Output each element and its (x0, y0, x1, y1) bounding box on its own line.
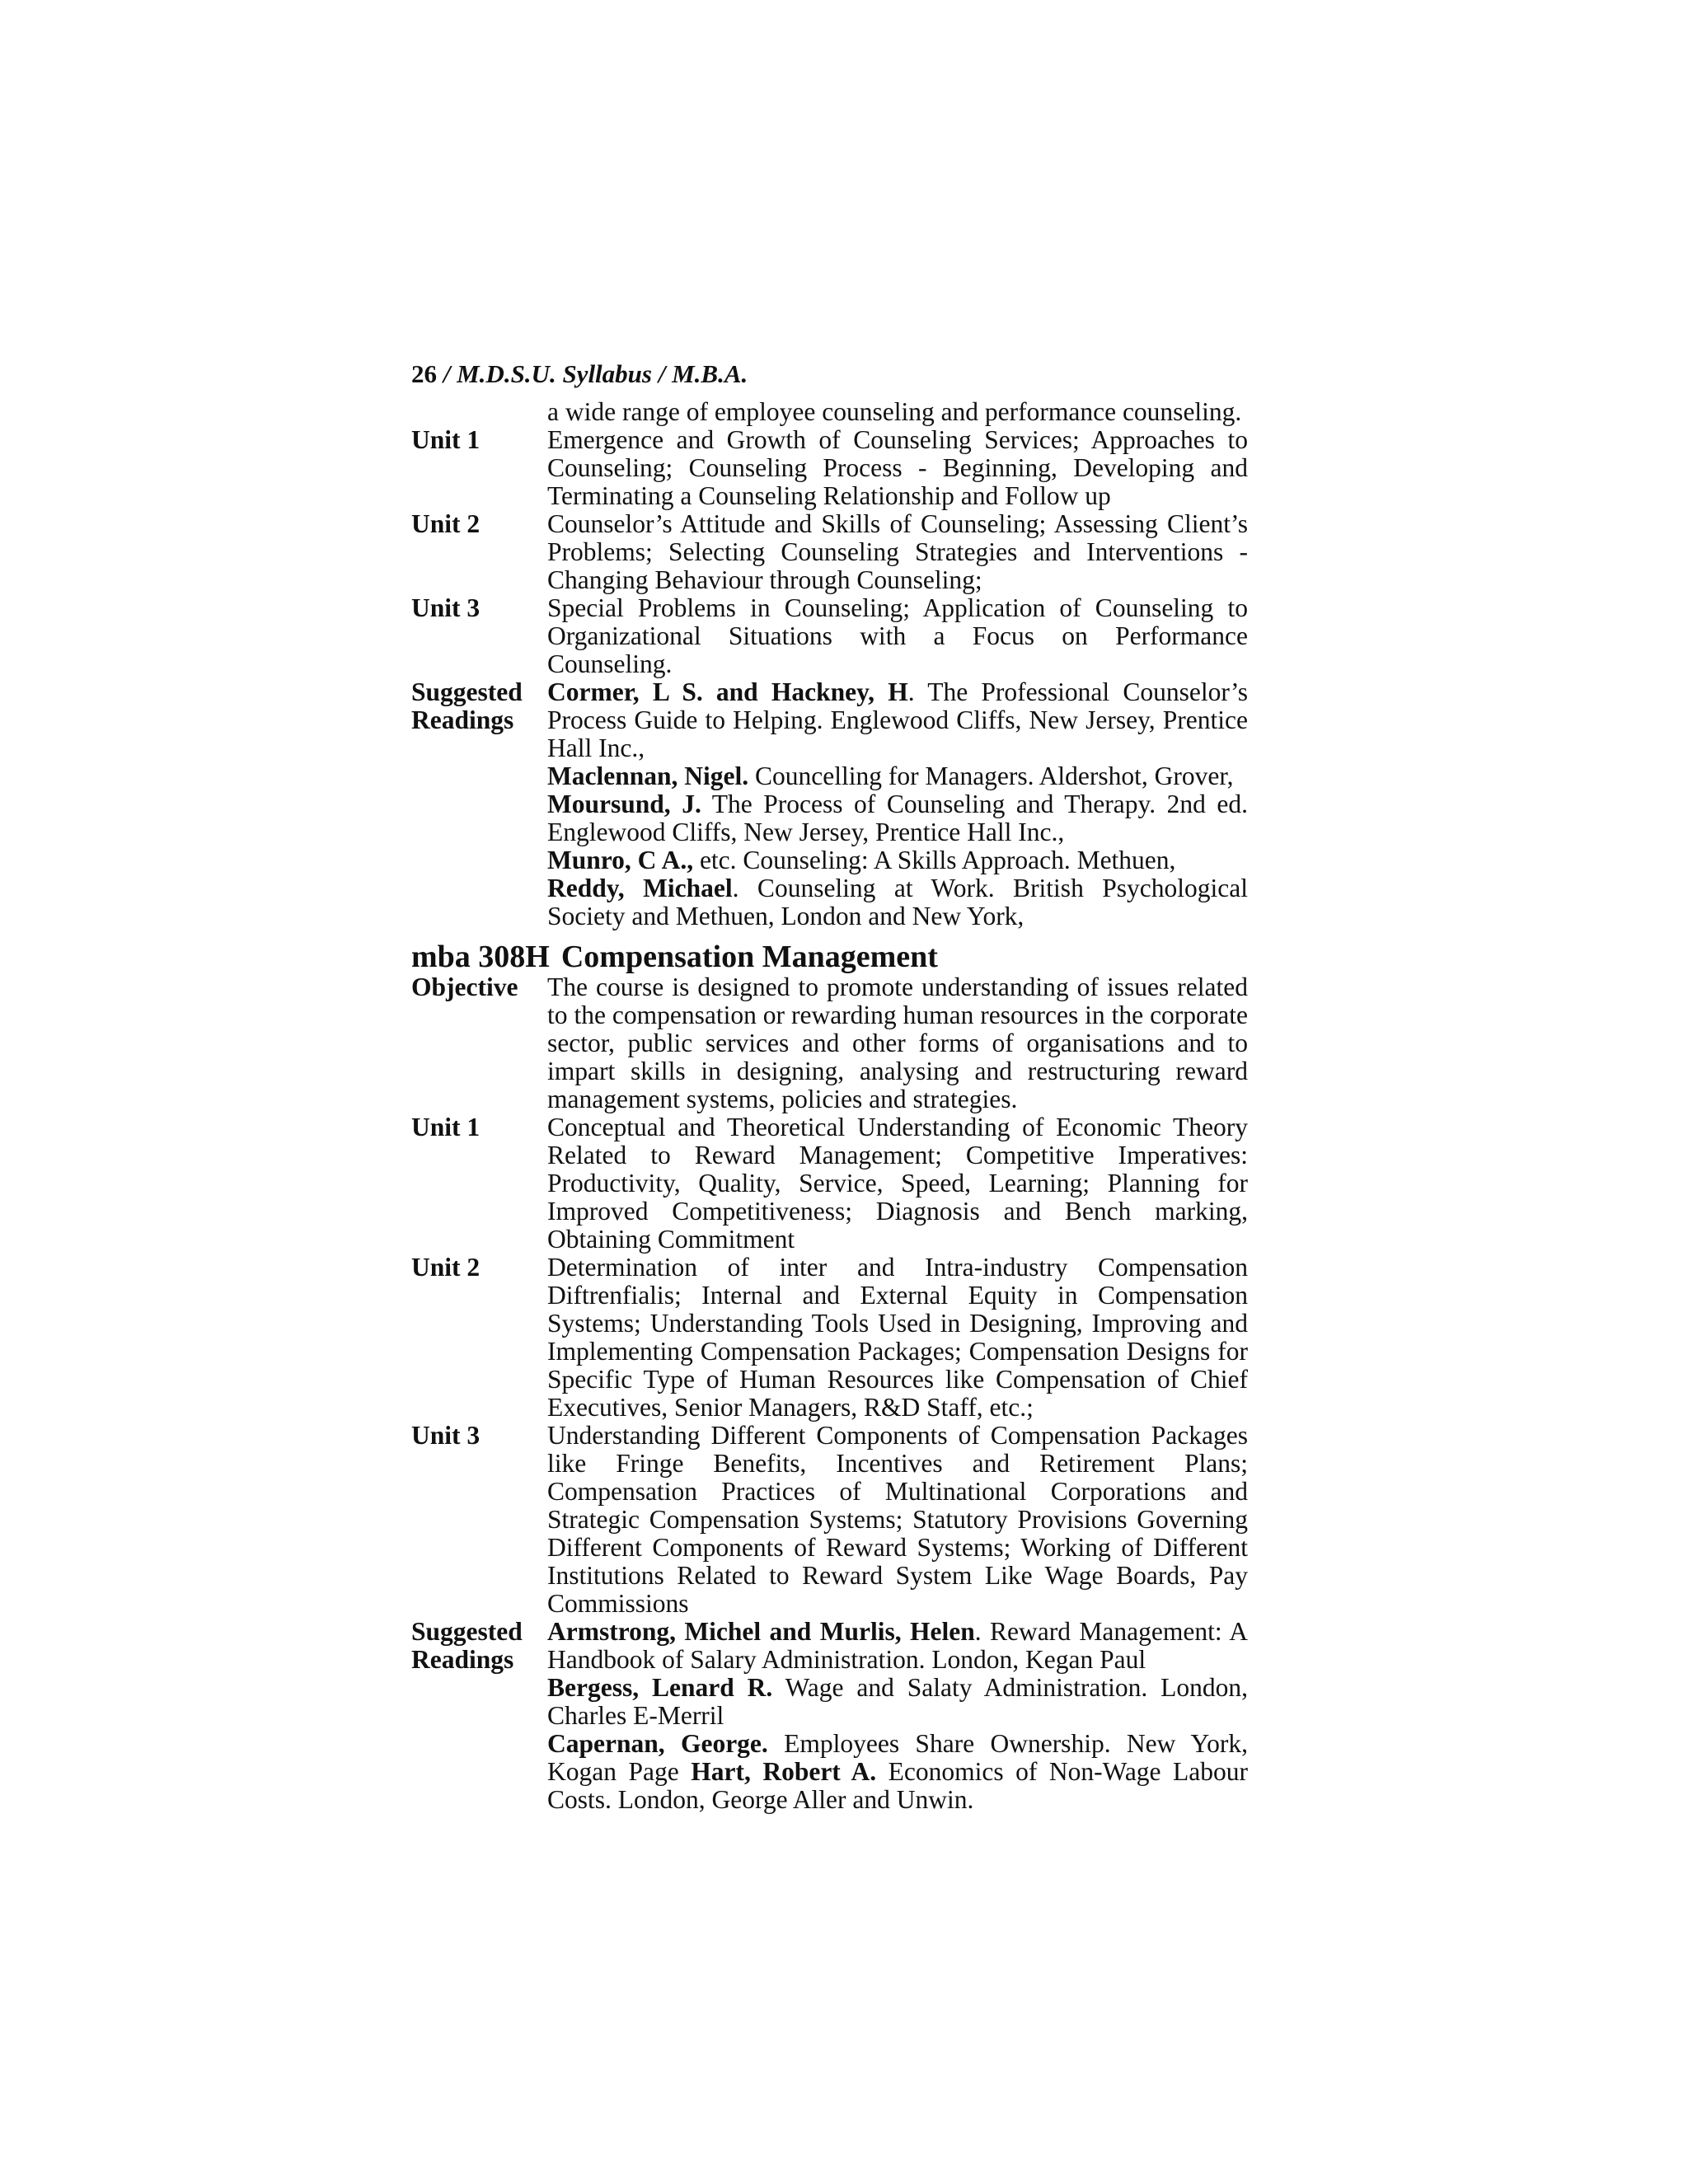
reading-entry (547, 678, 1248, 762)
reading-author: Capernan, George. (547, 1729, 768, 1758)
suggested-readings-label: Suggested Readings (411, 1617, 523, 1674)
intro-row (411, 398, 1248, 426)
reading-author: Armstrong, Michel and Murlis, Helen (547, 1617, 975, 1646)
reading-author: Munro, C A., (547, 846, 694, 874)
unit-label: Unit 1 (411, 1113, 481, 1141)
readings-list (547, 1618, 1248, 1814)
unit-label: Unit 1 (411, 425, 481, 454)
objective-text: The course is designed to promote understanding of issues related to the compensation or rewarding human resources in the corporate sector, public services and other forms of organisations and to impart skills in designing, analysing and restructuring reward management systems, policies and strategies. (547, 972, 1248, 1113)
reading-entry (547, 790, 1248, 846)
unit-row (411, 1113, 1248, 1254)
reading-author: Reddy, Michael (547, 874, 733, 902)
reading-author: Cormer, L S. and Hackney, H (547, 677, 908, 706)
reading-details: Economics of Non-Wage Labour Costs. London, George Aller and Unwin. (547, 1757, 1248, 1814)
reading-details: . Reward Management: A Handbook of Salary Administration. London, Kegan Paul (547, 1617, 1248, 1674)
objective-label: Objective (411, 972, 518, 1001)
reading-details: Wage and Salaty Administration. London, Charles E-Merril (547, 1673, 1249, 1730)
unit-label: Unit 2 (411, 509, 481, 538)
unit-text: Counselor’s Attitude and Skills of Counseling; Assessing Client’s Problems; Selecting Counseling Strategies and Interventions - Changing Behaviour through Counseling; (547, 509, 1248, 594)
reading-author: Maclennan, Nigel. (547, 762, 749, 790)
unit-label: Unit 3 (411, 1421, 481, 1450)
unit-text: Determination of inter and Intra-industry Compensation Diftrenfialis; Internal and External Equity in Compensation Systems; Understanding Tools Used in Designing, Improving and Implementing Compensation Packages; Compensation Designs for Specific Type of Human Resources like Compensation of Chief Executives, Senior Managers, R&D Staff, etc.; (547, 1253, 1248, 1422)
unit-row (411, 1254, 1248, 1422)
reading-details: Employees Share Ownership. New York, Kogan Page (547, 1729, 1248, 1786)
unit-label: Unit 2 (411, 1253, 481, 1282)
reading-entry (547, 846, 1248, 874)
course-code: mba 308H (411, 940, 550, 974)
unit-text: Conceptual and Theoretical Understanding of Economic Theory Related to Reward Management; Competitive Imperatives: Productivity, Quality, Service, Speed, Learning; Planning for Improved Competitiveness; Diagnosis and Bench marking, Obtaining Commitment (547, 1113, 1248, 1254)
reading-details: Councelling for Managers. Aldershot, Grover, (748, 762, 1234, 790)
reading-details: The Process of Counseling and Therapy. 2nd ed. Englewood Cliffs, New Jersey, Prentice Hall Inc., (547, 790, 1248, 846)
reading-details: etc. Counseling: A Skills Approach. Methuen, (693, 846, 1176, 874)
reading-author: Bergess, Lenard R. (547, 1673, 773, 1702)
reading-details: . Counseling at Work. British Psychological Society and Methuen, London and New York, (547, 874, 1249, 930)
reading-entry (547, 1674, 1248, 1730)
course-heading (411, 940, 1248, 973)
reading-author: Hart, Robert A. (691, 1757, 877, 1786)
suggested-readings-row (411, 1618, 1248, 1814)
course-title: Compensation Management (560, 940, 938, 974)
reading-author: Moursund, J. (547, 790, 701, 818)
intro-text: a wide range of employee counseling and performance counseling. (547, 397, 1242, 426)
readings-list (547, 678, 1248, 930)
syllabus-page (411, 360, 1248, 1814)
page-header (411, 360, 1248, 388)
reading-entry (547, 762, 1248, 790)
unit-row (411, 510, 1248, 594)
unit-text: Special Problems in Counseling; Application of Counseling to Organizational Situations with a Focus on Performance Counseling. (547, 593, 1248, 678)
unit-label: Unit 3 (411, 593, 481, 622)
page-number: 26 (411, 359, 437, 388)
objective-row (411, 973, 1248, 1113)
suggested-readings-label: Suggested Readings (411, 677, 523, 734)
unit-row (411, 1422, 1248, 1618)
unit-row (411, 594, 1248, 678)
unit-text: Emergence and Growth of Counseling Services; Approaches to Counseling; Counseling Process - Beginning, Developing and Terminating a Counseling Relationship and Follow up (547, 425, 1248, 510)
reading-entry (547, 874, 1248, 930)
reading-entry (547, 1618, 1248, 1674)
suggested-readings-row (411, 678, 1248, 930)
unit-text: Understanding Different Components of Compensation Packages like Fringe Benefits, Incentives and Retirement Plans; Compensation Practices of Multinational Corporations and Strategic Compensation Systems; Statutory Provisions Governing Different Components of Reward Systems; Working of Different Institutions Related to Reward System Like Wage Boards, Pay Commissions (547, 1421, 1248, 1618)
running-title: / M.D.S.U. Syllabus / M.B.A. (437, 359, 748, 388)
reading-details: . The Professional Counselor’s Process Guide to Helping. Englewood Cliffs, New Jersey, Prentice Hall Inc., (547, 677, 1248, 762)
reading-entry (547, 1730, 1248, 1814)
unit-row (411, 426, 1248, 510)
